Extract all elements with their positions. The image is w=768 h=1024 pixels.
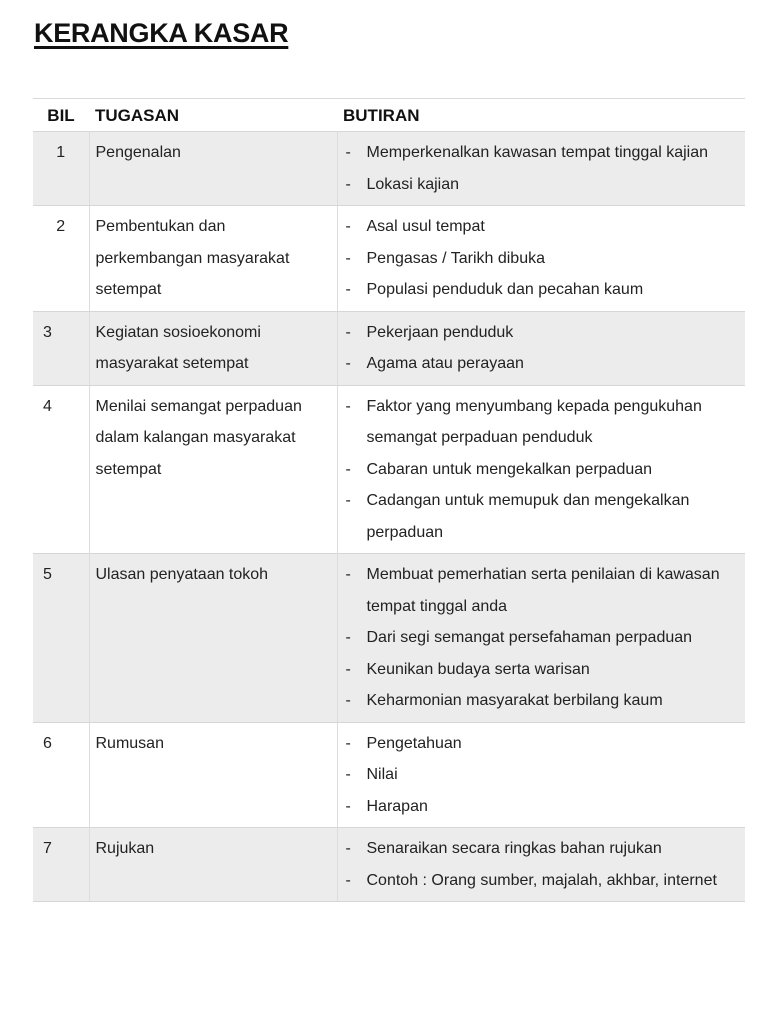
table-row: [33, 554, 745, 723]
bullet-dash: -: [345, 492, 351, 509]
butiran-cell: [337, 722, 745, 828]
bullet-dash: -: [345, 840, 351, 857]
bullet-dash: -: [345, 797, 351, 815]
tugasan-text: Pengenalan: [95, 144, 181, 161]
butiran-cell: [337, 132, 745, 206]
butiran-item: [344, 622, 740, 654]
butiran-text: Nilai: [366, 766, 398, 783]
table-header: [33, 99, 745, 132]
butiran-cell: [337, 554, 745, 723]
butiran-item: [344, 348, 740, 380]
bullet-dash: -: [345, 692, 351, 709]
butiran-item: [344, 654, 740, 686]
bil-cell: 2: [33, 206, 89, 312]
butiran-item: [344, 169, 740, 201]
tugasan-text: Kegiatan sosioekonomi masyarakat setempat: [95, 323, 261, 372]
butiran-item: [344, 865, 740, 897]
bil-cell: 1: [33, 132, 89, 206]
tugasan-cell: [89, 722, 337, 828]
butiran-text: Lokasi kajian: [366, 175, 459, 193]
butiran-text: Contoh : Orang sumber, majalah, akhbar, internet: [366, 871, 717, 889]
bil-cell: 4: [33, 385, 89, 554]
tugasan-text: Pembentukan dan perkembangan masyarakat setempat: [95, 218, 290, 298]
table-row: [33, 385, 745, 554]
butiran-item: [344, 317, 740, 349]
butiran-text: Pengasas / Tarikh dibuka: [366, 249, 545, 267]
tugasan-cell: [89, 311, 337, 385]
bil-cell: 7: [33, 828, 89, 902]
butiran-list: [344, 559, 740, 717]
bullet-dash: -: [345, 397, 351, 415]
bullet-dash: -: [345, 460, 351, 478]
butiran-item: [344, 485, 740, 548]
butiran-text: Keunikan budaya serta warisan: [366, 660, 590, 678]
bil-cell: 5: [33, 554, 89, 723]
header-row: [33, 99, 745, 132]
tugasan-text: Menilai semangat perpaduan dalam kalangan masyarakat setempat: [95, 397, 302, 478]
tugasan-text: Ulasan penyataan tokoh: [95, 566, 269, 583]
butiran-item: [344, 391, 740, 454]
bullet-dash: -: [345, 281, 351, 298]
bullet-dash: -: [345, 734, 351, 752]
bullet-dash: -: [345, 144, 351, 161]
tugasan-cell: [89, 828, 337, 902]
butiran-text: Membuat pemerhatian serta penilaian di kawasan tempat tinggal anda: [366, 566, 720, 615]
butiran-text: Populasi penduduk dan pecahan kaum: [366, 281, 644, 298]
butiran-item: [344, 243, 740, 275]
outline-table: [33, 98, 745, 902]
tugasan-cell: [89, 206, 337, 312]
butiran-item: [344, 791, 740, 823]
bullet-dash: -: [345, 175, 351, 193]
table-body: [33, 132, 745, 902]
butiran-item: [344, 728, 740, 760]
butiran-item: [344, 559, 740, 622]
butiran-item: [344, 454, 740, 486]
butiran-item: [344, 833, 740, 865]
tugasan-text: Rujukan: [95, 840, 155, 857]
butiran-item: [344, 759, 740, 791]
bullet-dash: -: [345, 323, 351, 341]
butiran-cell: [337, 311, 745, 385]
bullet-dash: -: [345, 355, 351, 372]
butiran-cell: [337, 385, 745, 554]
butiran-list: [344, 317, 740, 380]
butiran-cell: [337, 828, 745, 902]
column-header-butiran: BUTIRAN: [337, 99, 745, 132]
butiran-text: Agama atau perayaan: [366, 355, 524, 372]
table-row: [33, 722, 745, 828]
bullet-dash: -: [345, 249, 351, 267]
butiran-text: Senaraikan secara ringkas bahan rujukan: [366, 840, 662, 857]
butiran-text: Keharmonian masyarakat berbilang kaum: [366, 692, 663, 709]
butiran-item: [344, 274, 740, 306]
butiran-list: [344, 137, 740, 200]
butiran-text: Pekerjaan penduduk: [366, 323, 514, 341]
tugasan-cell: [89, 385, 337, 554]
butiran-list: [344, 833, 740, 896]
bullet-dash: -: [345, 629, 351, 646]
tugasan-text: Rumusan: [95, 734, 164, 752]
butiran-item: [344, 685, 740, 717]
butiran-list: [344, 728, 740, 823]
bullet-dash: -: [345, 660, 351, 678]
column-header-tugasan: TUGASAN: [89, 99, 337, 132]
butiran-item: [344, 137, 740, 169]
butiran-text: Pengetahuan: [366, 734, 462, 752]
butiran-list: [344, 391, 740, 549]
tugasan-cell: [89, 554, 337, 723]
bullet-dash: -: [345, 871, 351, 889]
butiran-text: Faktor yang menyumbang kepada pengukuhan semangat perpaduan penduduk: [366, 397, 702, 446]
bullet-dash: -: [345, 566, 351, 583]
bullet-dash: -: [345, 766, 351, 783]
butiran-item: [344, 211, 740, 243]
table-row: [33, 206, 745, 312]
bullet-dash: -: [345, 218, 351, 235]
butiran-text: Cadangan untuk memupuk dan mengekalkan perpaduan: [366, 492, 690, 541]
butiran-text: Asal usul tempat: [366, 218, 485, 235]
table-row: [33, 132, 745, 206]
tugasan-cell: [89, 132, 337, 206]
butiran-text: Harapan: [366, 797, 428, 815]
table-row: [33, 311, 745, 385]
butiran-list: [344, 211, 740, 306]
bil-cell: 3: [33, 311, 89, 385]
table-row: [33, 828, 745, 902]
bil-cell: 6: [33, 722, 89, 828]
butiran-text: Dari segi semangat persefahaman perpaduan: [366, 629, 693, 646]
butiran-text: Memperkenalkan kawasan tempat tinggal kajian: [366, 144, 709, 161]
butiran-text: Cabaran untuk mengekalkan perpaduan: [366, 460, 653, 478]
butiran-cell: [337, 206, 745, 312]
page-title: KERANGKA KASAR: [34, 18, 289, 48]
column-header-bil: BIL: [33, 99, 89, 132]
